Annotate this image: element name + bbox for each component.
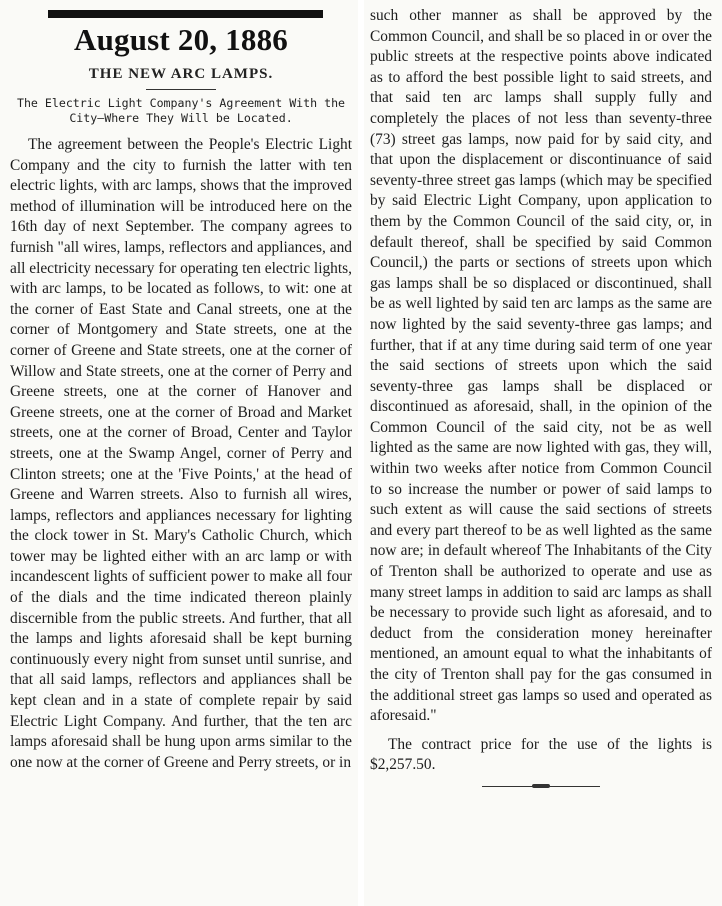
article-body-left: The agreement between the People's Electric Light Company and the city to furnish the latter with ten electric lights, with arc lamps, shows that the improved method of illumination will be introduced here on the 16th day of next September. The company agrees to furnish "all wires, lamps, reflectors and appliances, and all electricity necessary for operating ten electric lights, with arc lamps, to be located as follows, to wit: one at the corner of East State and Canal streets, one at the corner of Montgomery and State streets, one at the corner of Greene and State streets, one at the corner of Willow and State streets, one at the corner of Perry and Greene streets, one at the corner of Hanover and Greene streets, one at the corner of Broad and Market streets, one at the corner of Broad, Center and Taylor streets, one at the Swamp Angel, corner of Perry and Clinton streets; one at the 'Five Points,' at the head of Greene and Warren streets. Also to furnish all wires, lamps, reflectors and appliances necessary for lighting the clock tower in St. Mary's Catholic Church, which tower may be lighted either with an arc lamp or with incandescent lights of sufficient power to make all four of the dials and the time indicated thereon plainly discernible from the public streets. And further, that all the lamps and lights aforesaid shall be kept burning continuously every night from sunset until sunrise, and that all said lamps, reflectors and appliances shall be kept clean and in a state of complete repair by said Electric Light Company. And further, that the ten arc lamps aforesaid shall be hung upon arms similar to the one now at the corner of Greene and Perry streets, or in	[10, 136, 352, 771]
article-body-right: such other manner as shall be approved by the Common Council, and shall be so placed in or over the public streets at the respective points above indicated as to afford the best possible light to said streets, and that said ten arc lamps shall supply fully and completely the places of not less than seventy-three (73) street gas lamps, now paid for by said city, and that upon the displacement or discontinuance of said seventy-three street gas lamps (which may be specified by said Electric Light Company, upon application to them by the Common Council of the said city, or, in default thereof, shall be specified by said Common Council,) the parts or sections of streets upon which gas lamps shall be so displaced or discontinued, shall be as well lighted by said ten arc lamps as the same are now lighted by the said seventy-three gas lamps; and further, that if at any time during said term of one year the said sections of streets upon which the said seventy-three gas lamps shall be displaced or discontinued as aforesaid, shall, in the opinion of the Common Council of the said city, not be as well lighted as the same are now lighted with gas, they will, within two weeks after notice from Common Council to so increase the number or power of said lamps to such extent as will cause the said sections of streets and every part thereof to be as well lighted as the same now are; in default whereof The Inhabitants of the City of Trenton shall be authorized to operate and use as many street lamps in addition to said arc lamps as shall be necessary to provide such light as aforesaid, and to deduct from the consideration money hereinafter mentioned, an amount equal to what the inhabitants of the city of Trenton shall pay for the gas consumed in the additional street gas lamps so used and operated as aforesaid."	[370, 7, 712, 725]
end-ornament-rule	[482, 786, 600, 787]
top-heavy-rule	[48, 10, 323, 18]
title-divider	[146, 89, 216, 90]
end-ornament-dot	[532, 784, 550, 788]
left-column	[0, 0, 358, 906]
right-column	[364, 0, 722, 906]
article-title: THE NEW ARC LAMPS.	[88, 66, 274, 82]
contract-price-paragraph: The contract price for the use of the lights is $2,257.50.	[370, 735, 712, 774]
date-heading: August 20, 1886	[73, 22, 288, 57]
article-deck: The Electric Light Company's Agreement With the City—Where They Will be Located.	[16, 96, 346, 125]
